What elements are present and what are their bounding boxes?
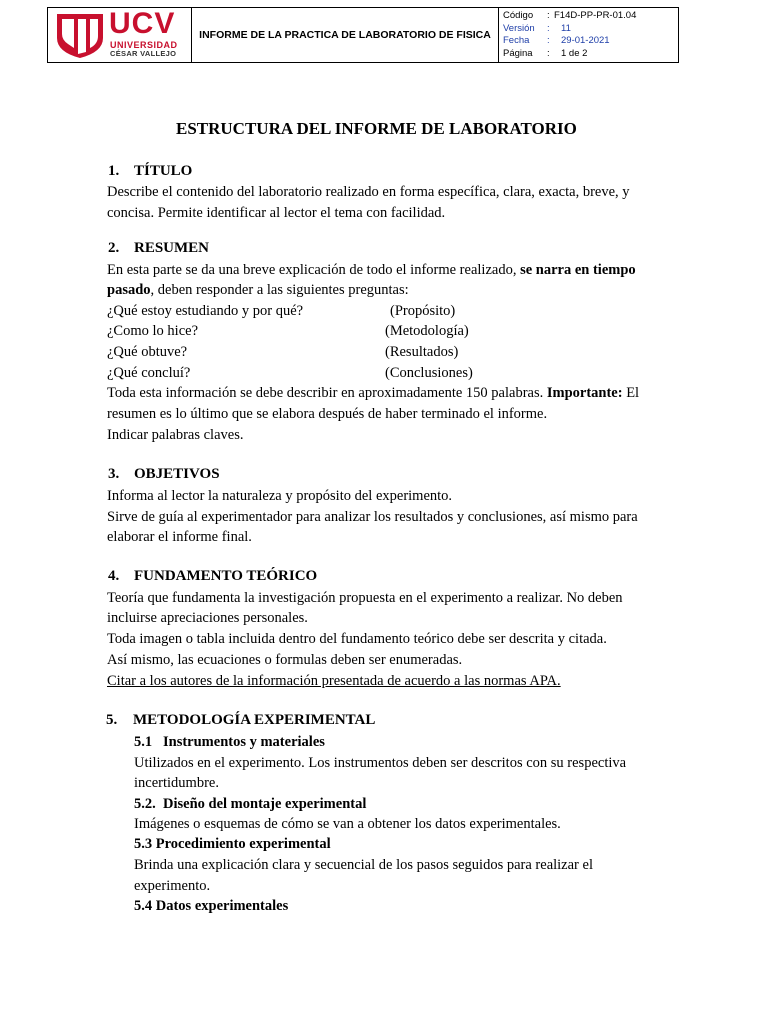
meta-row-fecha: [503, 35, 678, 48]
document-header: [47, 7, 679, 63]
header-meta: [499, 8, 678, 62]
bold-run: se narra en tiempo: [520, 262, 636, 278]
subsection-text-line: Utilizados en el experimento. Los instrumentos deben ser descritos con su respectiva: [134, 755, 627, 771]
subsection-5-4-heading: 5.4 Datos experimentales: [134, 898, 289, 914]
meta-row-codigo: [503, 10, 678, 23]
subsection-5-2-heading: 5.2. Diseño del montaje experimental: [134, 796, 367, 812]
subsection-text-line: incertidumbre.: [134, 775, 219, 791]
text-run: En esta parte se da una breve explicación de todo el informe realizado,: [107, 262, 521, 278]
logo-line2: CÉSAR VALLEJO: [110, 49, 177, 58]
question-purpose: (Resultados): [385, 344, 459, 360]
section-1-number: 1.: [108, 163, 120, 179]
header-title: INFORME DE LA PRACTICA DE LABORATORIO DE FISICA: [192, 8, 499, 62]
subsection-text-line: Imágenes o esquemas de cómo se van a obtener los datos experimentales.: [134, 816, 561, 832]
apa-citation-note: Citar a los autores de la información presentada de acuerdo a las normas APA.: [107, 673, 561, 689]
meta-row-pagina: [503, 48, 678, 61]
question-purpose: (Conclusiones): [385, 365, 473, 381]
question-item: ¿Como lo hice?: [107, 323, 199, 339]
subsection-text-line: experimento.: [134, 878, 211, 894]
section-3-heading: OBJETIVOS: [134, 466, 220, 482]
meta-key: Código: [503, 10, 534, 21]
question-item: ¿Qué obtuve?: [107, 344, 188, 360]
section-4-text-line: Toda imagen o tabla incluida dentro del fundamento teórico debe ser descrita y citada.: [107, 631, 607, 647]
question-purpose: (Propósito): [390, 303, 456, 319]
ucv-logo: [48, 8, 192, 62]
meta-value: 1 de 2: [561, 47, 588, 59]
section-2-number: 2.: [108, 240, 120, 256]
subsection-5-1-heading: 5.1 Instrumentos y materiales: [134, 734, 325, 750]
meta-sep: :: [547, 22, 550, 34]
page-title: ESTRUCTURA DEL INFORME DE LABORATORIO: [176, 119, 577, 138]
question-item: ¿Qué estoy estudiando y por qué?: [107, 303, 304, 319]
section-5-heading: METODOLOGÍA EXPERIMENTAL: [133, 712, 376, 728]
question-purpose: (Metodología): [385, 323, 469, 339]
section-3-text-line: Informa al lector la naturaleza y propósito del experimento.: [107, 488, 453, 504]
section-1-text-line: concisa. Permite identificar al lector el tema con facilidad.: [107, 205, 446, 221]
meta-key: Versión: [503, 22, 535, 34]
section-4-number: 4.: [108, 568, 120, 584]
bold-run: Importante:: [546, 385, 623, 401]
section-2-text-line: [107, 384, 639, 402]
section-2-text-line: [107, 281, 409, 299]
section-4-text-line: incluirse apreciaciones personales.: [107, 610, 308, 626]
section-4-text-line: Así mismo, las ecuaciones o formulas deben ser enumeradas.: [107, 652, 463, 668]
logo-main-text: UCV: [109, 7, 176, 40]
meta-key: Fecha: [503, 35, 530, 46]
text-run: Toda esta información se debe describir en aproximadamente 150 palabras.: [107, 385, 547, 401]
section-3-text-line: Sirve de guía al experimentador para analizar los resultados y conclusiones, así mismo para: [107, 509, 638, 525]
meta-value: F14D-PP-PR-01.04: [554, 10, 637, 21]
meta-sep: :: [547, 10, 550, 21]
section-2-text-line: resumen es lo último que se elabora después de haber terminado el informe.: [107, 406, 548, 422]
question-item: ¿Qué concluí?: [107, 365, 191, 381]
meta-row-version: [503, 23, 678, 36]
section-4-heading: FUNDAMENTO TEÓRICO: [134, 568, 318, 584]
section-3-text-line: elaborar el informe final.: [107, 529, 252, 545]
section-2-heading: RESUMEN: [134, 240, 210, 256]
logo-line1: UNIVERSIDAD: [110, 40, 178, 50]
section-5-number: 5.: [106, 712, 118, 728]
bold-run: pasado: [107, 282, 151, 298]
section-1-text-line: Describe el contenido del laboratorio realizado en forma específica, clara, exacta, breve, y: [107, 184, 630, 200]
section-4-text-line: Teoría que fundamenta la investigación propuesta en el experimento a realizar. No deben: [107, 590, 623, 606]
subsection-text-line: Brinda una explicación clara y secuencial de los pasos seguidos para realizar el: [134, 857, 593, 873]
meta-sep: :: [547, 35, 550, 46]
section-2-text-line: [107, 261, 636, 279]
subsection-5-3-heading: 5.3 Procedimiento experimental: [134, 836, 331, 852]
text-run: El: [622, 385, 640, 401]
section-1-heading: TÍTULO: [134, 163, 193, 179]
meta-sep: :: [547, 47, 550, 59]
section-3-number: 3.: [108, 466, 120, 482]
section-2-text-line: Indicar palabras claves.: [107, 427, 244, 443]
text-run: , deben responder a las siguientes preguntas:: [150, 282, 409, 298]
meta-value: 11: [561, 22, 571, 34]
meta-value: 29-01-2021: [561, 35, 610, 46]
meta-key: Página: [503, 47, 533, 59]
